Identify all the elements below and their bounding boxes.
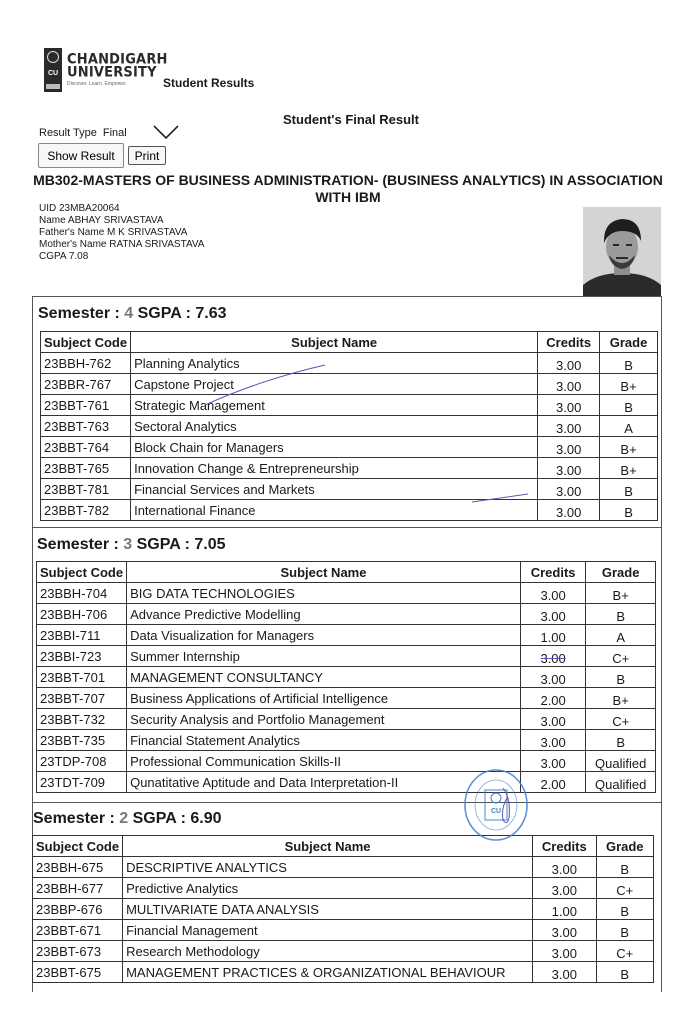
- subject-name: International Finance: [131, 500, 538, 521]
- subject-code: 23BBT-782: [41, 500, 131, 521]
- subject-name: Sectoral Analytics: [131, 416, 538, 437]
- subject-code: 23BBH-675: [33, 857, 123, 878]
- grade: C+: [586, 709, 656, 730]
- subject-code: 23BBT-761: [41, 395, 131, 416]
- grade: B+: [586, 688, 656, 709]
- table-row: [41, 458, 658, 479]
- credits: 2.00: [520, 772, 586, 793]
- grade: B+: [600, 437, 658, 458]
- print-button[interactable]: Print: [128, 146, 166, 165]
- subject-name: Professional Communication Skills-II: [127, 751, 521, 772]
- grade: B: [600, 353, 658, 374]
- subject-code: 23BBR-767: [41, 374, 131, 395]
- credits: 3.00: [520, 667, 586, 688]
- table-row: [33, 878, 654, 899]
- subject-name: Financial Management: [123, 920, 533, 941]
- grade: A: [586, 625, 656, 646]
- table-row: [33, 962, 654, 983]
- col-credits: Credits: [520, 562, 586, 583]
- subject-code: 23BBT-675: [33, 962, 123, 983]
- credits: 3.00: [538, 353, 600, 374]
- app-title: Student Results: [163, 76, 255, 90]
- table-row: [37, 688, 656, 709]
- col-subject-name: Subject Name: [127, 562, 521, 583]
- subject-name: Financial Services and Markets: [131, 479, 538, 500]
- table-row: [37, 625, 656, 646]
- table-row: [37, 751, 656, 772]
- subject-name: Summer Internship: [127, 646, 521, 667]
- subject-code: 23BBT-701: [37, 667, 127, 688]
- grade: B+: [600, 374, 658, 395]
- credits: 3.00: [533, 941, 596, 962]
- credits: 3.00: [533, 857, 596, 878]
- subject-code: 23BBT-764: [41, 437, 131, 458]
- table-row: [33, 857, 654, 878]
- subject-code: 23BBT-735: [37, 730, 127, 751]
- table-row: [41, 500, 658, 521]
- subject-name: Planning Analytics: [131, 353, 538, 374]
- grade: Qualified: [586, 751, 656, 772]
- subject-code: 23BBH-704: [37, 583, 127, 604]
- university-stamp-icon: [463, 768, 529, 842]
- table-row: [33, 941, 654, 962]
- col-subject-name: Subject Name: [131, 332, 538, 353]
- grade: B: [600, 395, 658, 416]
- grade: B: [586, 730, 656, 751]
- grade: B: [596, 899, 653, 920]
- sgpa-value: SGPA : 6.90: [128, 810, 222, 827]
- credits: 2.00: [520, 688, 586, 709]
- logo-tagline: Discover. Learn. Empower.: [67, 81, 127, 87]
- subject-code: 23BBH-706: [37, 604, 127, 625]
- col-grade: Grade: [600, 332, 658, 353]
- subject-code: 23BBT-671: [33, 920, 123, 941]
- credits: 3.00: [520, 709, 586, 730]
- subject-name: Financial Statement Analytics: [127, 730, 521, 751]
- credits: 1.00: [520, 625, 586, 646]
- table-row: [33, 920, 654, 941]
- subject-name: Business Applications of Artificial Intelligence: [127, 688, 521, 709]
- grade: B: [596, 920, 653, 941]
- subject-code: 23TDT-709: [37, 772, 127, 793]
- credits: 1.00: [533, 899, 596, 920]
- logo-line1: CHANDIGARH: [67, 51, 168, 68]
- subject-name: DESCRIPTIVE ANALYTICS: [123, 857, 533, 878]
- subject-code: 23BBP-676: [33, 899, 123, 920]
- subject-code: 23BBT-765: [41, 458, 131, 479]
- table-row: [41, 353, 658, 374]
- logo-strip: [46, 84, 60, 89]
- credits: 3.00: [533, 878, 596, 899]
- subject-name: Research Methodology: [123, 941, 533, 962]
- grade: B: [600, 479, 658, 500]
- subject-name: Block Chain for Managers: [131, 437, 538, 458]
- semester-label: Semester :: [33, 810, 120, 827]
- subject-name: Capstone Project: [131, 374, 538, 395]
- table-row: [41, 479, 658, 500]
- show-result-button[interactable]: Show Result: [38, 143, 124, 168]
- result-type-value: Final: [102, 127, 127, 139]
- table-row: [37, 709, 656, 730]
- result-type-label: Result Type: [39, 127, 97, 139]
- credits: 3.00: [520, 646, 586, 667]
- col-grade: Grade: [586, 562, 656, 583]
- grade: B: [586, 604, 656, 625]
- grade: B: [586, 667, 656, 688]
- subject-name: Strategic Management: [131, 395, 538, 416]
- col-subject-code: Subject Code: [41, 332, 131, 353]
- credits: 3.00: [538, 458, 600, 479]
- credits: 3.00: [538, 437, 600, 458]
- grade: B+: [586, 583, 656, 604]
- grade: C+: [596, 941, 653, 962]
- mother-name: Mother's Name RATNA SRIVASTAVA: [39, 239, 205, 250]
- credits: 3.00: [538, 416, 600, 437]
- subject-code: 23BBT-707: [37, 688, 127, 709]
- svg-text:CU: CU: [490, 808, 502, 815]
- program-title: MB302-MASTERS OF BUSINESS ADMINISTRATION- (BUSINESS ANALYTICS) IN ASSOCIATION WITH IBM: [33, 172, 663, 205]
- father-name: Father's Name M K SRIVASTAVA: [39, 227, 188, 238]
- cgpa: CGPA 7.08: [39, 251, 89, 262]
- semester-4-heading: [38, 305, 227, 323]
- credits: 3.00: [533, 962, 596, 983]
- table-row: [41, 395, 658, 416]
- emblem-icon: [47, 51, 59, 63]
- section-divider: [32, 527, 662, 528]
- col-subject-code: Subject Code: [37, 562, 127, 583]
- table-row: [41, 374, 658, 395]
- subject-name: BIG DATA TECHNOLOGIES: [127, 583, 521, 604]
- page-title: Student's Final Result: [283, 112, 419, 127]
- semester-label: Semester :: [37, 536, 124, 553]
- table-row: [41, 416, 658, 437]
- subject-code: 23BBH-677: [33, 878, 123, 899]
- semester-3-heading: [37, 536, 226, 554]
- table-row: [37, 730, 656, 751]
- grade: B: [596, 857, 653, 878]
- table-row: [37, 646, 656, 667]
- credits: 3.00: [520, 751, 586, 772]
- subject-name: Innovation Change & Entrepreneurship: [131, 458, 538, 479]
- semester-number: 2: [119, 810, 129, 827]
- subject-code: 23BBT-732: [37, 709, 127, 730]
- table-header: [37, 562, 656, 583]
- semester-number: 4: [124, 305, 134, 322]
- table-header: [33, 836, 654, 857]
- credits: 3.00: [520, 583, 586, 604]
- subject-name: Qunatitative Aptitude and Data Interpretation-II: [127, 772, 521, 793]
- col-grade: Grade: [596, 836, 653, 857]
- subject-name: MANAGEMENT CONSULTANCY: [127, 667, 521, 688]
- university-logo: [44, 44, 168, 96]
- col-subject-code: Subject Code: [33, 836, 123, 857]
- subject-code: 23BBT-781: [41, 479, 131, 500]
- credits: 3.00: [538, 479, 600, 500]
- credits: 3.00: [533, 920, 596, 941]
- table-row: [41, 437, 658, 458]
- subject-name: Advance Predictive Modelling: [127, 604, 521, 625]
- subject-code: 23BBI-723: [37, 646, 127, 667]
- result-type-select[interactable]: [39, 127, 127, 139]
- table-header: [41, 332, 658, 353]
- credits: 3.00: [538, 374, 600, 395]
- logo-emblem: [44, 48, 62, 92]
- semester-2-heading: [33, 810, 222, 828]
- table-row: [37, 667, 656, 688]
- student-name: Name ABHAY SRIVASTAVA: [39, 215, 164, 226]
- semester-3-table: [36, 561, 656, 793]
- subject-code: 23BBI-711: [37, 625, 127, 646]
- student-photo: [583, 207, 661, 297]
- grade: B: [600, 500, 658, 521]
- chevron-down-icon[interactable]: [152, 124, 180, 140]
- credits: 3.00: [520, 730, 586, 751]
- subject-name: Security Analysis and Portfolio Management: [127, 709, 521, 730]
- table-row: [37, 583, 656, 604]
- semester-number: 3: [123, 536, 133, 553]
- col-credits: Credits: [533, 836, 596, 857]
- grade: B+: [600, 458, 658, 479]
- grade: C+: [586, 646, 656, 667]
- subject-code: 23BBT-673: [33, 941, 123, 962]
- grade: C+: [596, 878, 653, 899]
- section-divider: [32, 802, 662, 803]
- sgpa-value: SGPA : 7.05: [132, 536, 226, 553]
- logo-cu-text: CU: [47, 70, 59, 77]
- logo-line2: UNIVERSITY: [67, 64, 157, 81]
- table-row: [37, 604, 656, 625]
- grade: Qualified: [586, 772, 656, 793]
- subject-name: Predictive Analytics: [123, 878, 533, 899]
- subject-code: 23TDP-708: [37, 751, 127, 772]
- uid: UID 23MBA20064: [39, 203, 120, 214]
- col-credits: Credits: [538, 332, 600, 353]
- logo-wordmark: [67, 53, 168, 87]
- sgpa-value: SGPA : 7.63: [133, 305, 227, 322]
- credits: 3.00: [538, 395, 600, 416]
- subject-code: 23BBT-763: [41, 416, 131, 437]
- semester-4-table: [40, 331, 658, 521]
- semester-label: Semester :: [38, 305, 125, 322]
- semester-2-table: [32, 835, 654, 983]
- credits: 3.00: [520, 604, 586, 625]
- student-info: [39, 203, 204, 263]
- table-row: [33, 899, 654, 920]
- credits: 3.00: [538, 500, 600, 521]
- subject-code: 23BBH-762: [41, 353, 131, 374]
- table-row: [37, 772, 656, 793]
- col-subject-name: Subject Name: [123, 836, 533, 857]
- subject-name: MANAGEMENT PRACTICES & ORGANIZATIONAL BEHAVIOUR: [123, 962, 533, 983]
- person-photo-icon: [583, 207, 661, 297]
- grade: B: [596, 962, 653, 983]
- subject-name: Data Visualization for Managers: [127, 625, 521, 646]
- subject-name: MULTIVARIATE DATA ANALYSIS: [123, 899, 533, 920]
- grade: A: [600, 416, 658, 437]
